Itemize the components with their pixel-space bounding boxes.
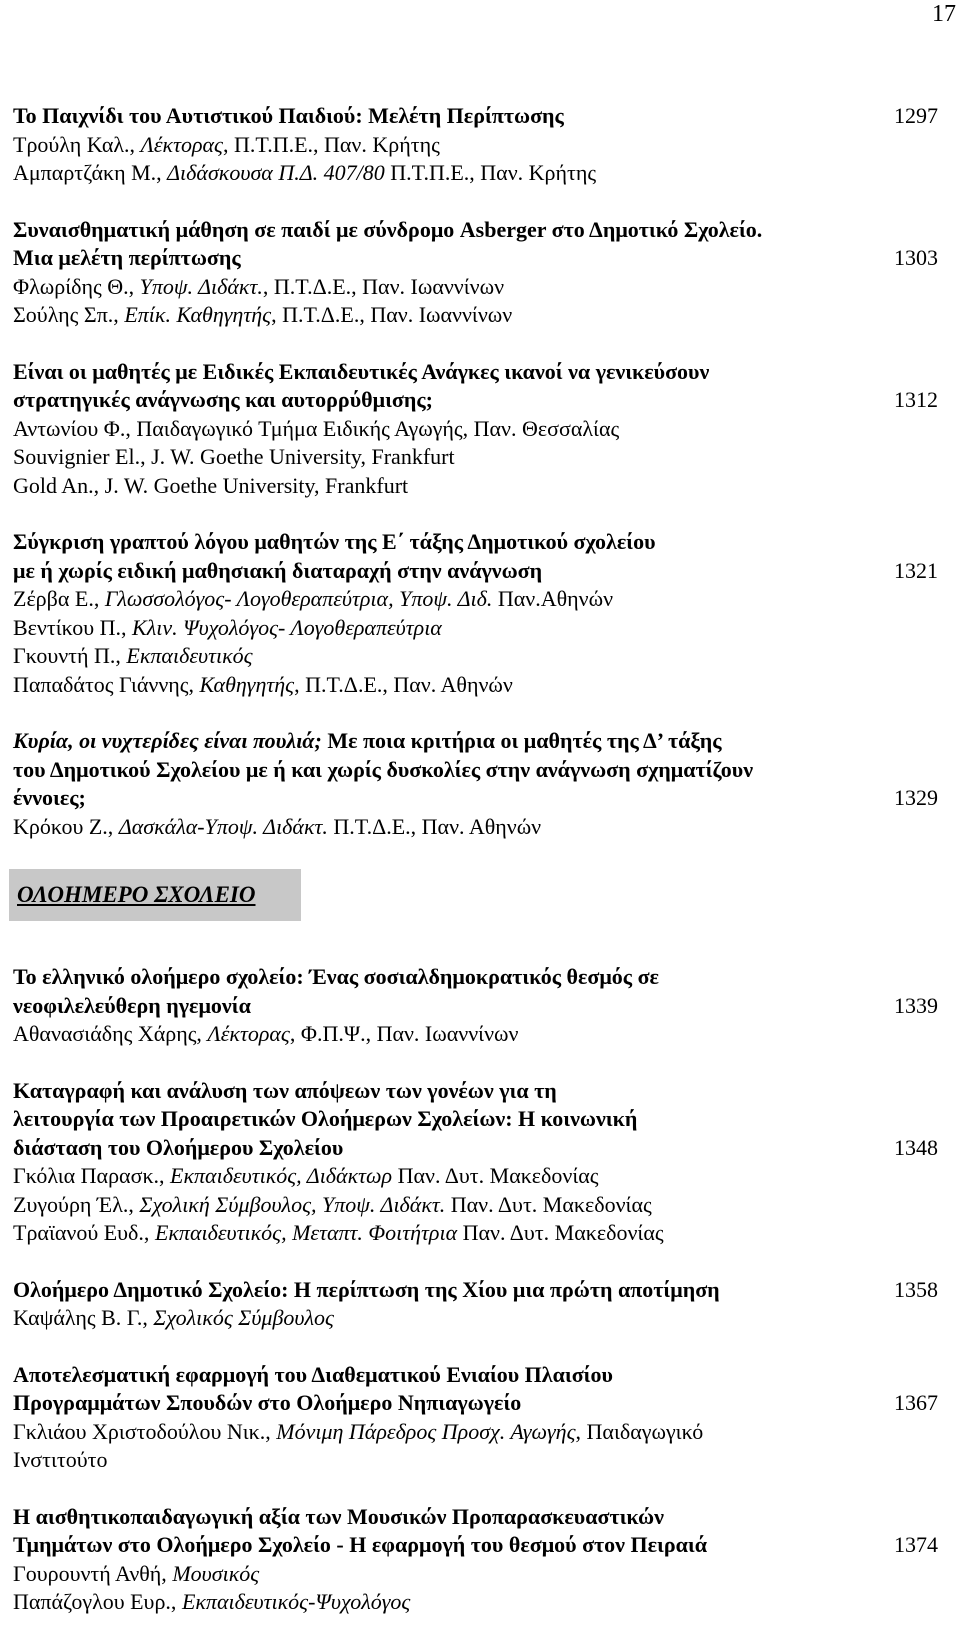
text-run: Gold An., J. W. Goethe University, Frankfurt [13,472,409,498]
entry-title-line [13,528,938,557]
toc-entry [13,1503,938,1617]
entry-title-line [13,1389,938,1418]
entry-title-line [13,1105,938,1134]
text-run: Γκλιάου Χριστοδούλου Νικ., [13,1418,277,1444]
italic-text: Υποψ. Διδάκτ. [139,273,263,299]
text-run: , Π.Τ.Π.Ε., Παν. Κρήτης [223,131,440,157]
toc-entry [13,528,938,699]
entry-author-line [13,1560,938,1589]
entry-page-number: 1312 [894,387,938,412]
text-run: Souvignier El., J. W. Goethe University, Frankfurt [13,444,455,469]
italic-text: Σχολική Σύμβουλος, Υποψ. Διδάκτ. [139,1191,446,1217]
entry-title-line [13,1077,938,1106]
italic-text: Καθηγητής [199,671,295,697]
text-run: Γκουντή Π., [13,643,127,668]
text-run: , Π.Τ.Δ.Ε., Παν. Ιωαννίνων [271,302,513,327]
entry-author-line [13,1162,938,1191]
entry-title-line [13,727,938,756]
text-run: Παν. Δυτ. Μακεδονίας [445,1191,652,1217]
text-run: διάσταση του Ολοήμερου Σχολείου [13,1134,344,1160]
italic-text: Εκπαιδευτικός, Μεταπτ. Φοιτήτρια [154,1220,458,1245]
text-run: , Π.Τ.Δ.Ε., Παν. Ιωαννίνων [262,273,505,299]
entry-author-line [13,1219,938,1248]
entry-author-line [13,415,938,444]
toc-entry [13,963,938,1049]
italic-text: Εκπαιδευτικός [126,643,253,668]
italic-text: Εκπαιδευτικός-Ψυχολόγος [181,1589,411,1614]
text-run: Φλωρίδης Θ., [13,273,140,299]
entry-author-line [13,813,938,842]
text-run: Παπαδάτος Γιάννης, [13,671,200,697]
toc-entry [13,358,938,501]
italic-text: Λέκτορας [140,131,223,157]
text-run: Ολοήμερο Δημοτικό Σχολείο: Η περίπτωση της Χίου μια πρώτη αποτίμηση [13,1276,720,1302]
text-run: λειτουργία των Προαιρετικών Ολοήμερων Σχολείων: Η κοινωνική [13,1106,638,1131]
text-run: Καψάλης Β. Γ., [13,1305,154,1330]
entry-author-line [13,614,938,643]
entry-author-line [13,1191,938,1220]
entry-author-line [13,131,938,160]
italic-text: Μουσικός [172,1560,260,1586]
italic-text: Λέκτορας [207,1021,290,1046]
text-run: Η αισθητικοπαιδαγωγική αξία των Μουσικών Προπαρασκευαστικών [13,1503,664,1529]
text-run: Το ελληνικό ολοήμερο σχολείο: Ένας σοσιαλδημοκρατικός θεσμός σε [13,964,659,989]
table-of-contents [13,102,938,1645]
text-run: Αποτελεσματική εφαρμογή του Διαθεματικού Ενιαίου Πλαισίου [13,1361,613,1387]
toc-entry [13,727,938,841]
entry-author-line [13,1020,938,1049]
text-run: Γκόλια Παρασκ., [13,1163,171,1188]
entry-author-line [13,159,938,188]
entry-title-line [13,784,938,813]
text-run: , Π.Τ.Δ.Ε., Παν. Αθηνών [294,671,513,697]
entry-author-line [13,585,938,614]
entry-page-number: 1303 [894,245,938,270]
italic-text: Μόνιμη Πάρεδρος Προσχ. Αγωγής [276,1418,576,1444]
text-run: Αμπαρτζάκη Μ., [13,160,168,185]
section-heading: ΟΛΟΗΜΕΡΟ ΣΧΟΛΕΙΟ [9,869,301,921]
text-run: Ινστιτούτο [13,1447,108,1472]
text-run: Γουρουντή Ανθή, [13,1560,173,1586]
italic-text: Εκπαιδευτικός, Διδάκτωρ [170,1163,393,1188]
entry-page-number: 1339 [894,992,938,1018]
text-run: Καταγραφή και ανάλυση των απόψεων των γονέων για τη [13,1077,557,1103]
text-run: Σούλης Σπ., [13,302,125,327]
entry-author-line [13,1446,938,1475]
italic-text: Κλιν. Ψυχολόγος- Λογοθεραπεύτρια [132,614,442,640]
text-run: Με ποια κριτήρια οι μαθητές της Δ’ τάξης [321,728,722,753]
text-run: Παν. Δυτ. Μακεδονίας [392,1163,599,1188]
entry-author-line [13,273,938,302]
toc-group-all-day-school [13,963,938,1617]
text-run: Αντωνίου Φ., Παιδαγωγικό Τμήμα Ειδικής Αγωγής, Παν. Θεσσαλίας [13,415,620,441]
entry-author-line [13,301,938,330]
toc-entry [13,102,938,188]
text-run: Σύγκριση γραπτού λόγου μαθητών της Ε΄ τάξης Δημοτικού σχολείου [13,529,656,554]
entry-author-line [13,472,938,501]
entry-title-line [13,963,938,992]
entry-title-line [13,244,938,273]
entry-author-line [13,1588,938,1617]
entry-title-line [13,1503,938,1532]
text-run: Π.Τ.Δ.Ε., Παν. Αθηνών [327,813,542,839]
text-run: έννοιες; [13,785,86,810]
toc-entry [13,1077,938,1248]
entry-title-line [13,1134,938,1163]
entry-title-line [13,756,938,785]
text-run: Π.Τ.Π.Ε., Παν. Κρήτης [384,160,597,185]
text-run: στρατηγικές ανάγνωσης και αυτορρύθμισης; [13,387,433,412]
italic-text: Διδάσκουσα Π.Δ. 407/80 [167,160,385,185]
entry-author-line [13,443,938,472]
entry-title-line [13,1531,938,1560]
text-run: Παν. Δυτ. Μακεδονίας [457,1220,664,1245]
text-run: του Δημοτικού Σχολείου με ή και χωρίς δυσκολίες στην ανάγνωση σχηματίζουν [13,756,754,782]
page-number: 17 [932,1,956,27]
italic-text: Γλωσσολόγος- Λογοθεραπεύτρια, Υποψ. Διδ. [104,586,493,611]
entry-page-number: 1329 [894,785,938,810]
toc-entry [13,1361,938,1475]
text-run: Κρόκου Ζ., [13,813,119,839]
entry-author-line [13,1418,938,1447]
text-run: Συναισθηματική μάθηση σε παιδί με σύνδρομο Asberger στο Δημοτικό Σχολείο. [13,216,763,242]
entry-author-line [13,1304,938,1333]
entry-title-line [13,386,938,415]
text-run: Τραϊανού Ευδ., [13,1220,155,1245]
text-run: , Φ.Π.Ψ., Παν. Ιωαννίνων [289,1021,519,1046]
toc-group-special-education [13,102,938,841]
entry-page-number: 1367 [894,1390,938,1415]
entry-page-number: 1297 [894,103,938,128]
entry-page-number: 1348 [894,1134,938,1160]
text-run: Τμημάτων στο Ολοήμερο Σχολείο - Η εφαρμογή του θεσμού στον Πειραιά [13,1532,707,1557]
text-run: Μια μελέτη περίπτωσης [13,245,241,270]
entry-page-number: 1358 [894,1276,938,1302]
text-run: Προγραμμάτων Σπουδών στο Ολοήμερο Νηπιαγωγείο [13,1390,522,1415]
text-run: με ή χωρίς ειδική μαθησιακή διαταραχή στην ανάγνωση [13,557,543,583]
entry-title-line [13,1276,938,1305]
italic-text: Κυρία, οι νυχτερίδες είναι πουλιά; [13,728,322,753]
text-run: Ζυγούρη Έλ., [13,1191,140,1217]
italic-text: Επίκ. Καθηγητής [124,302,272,327]
text-run: Το Παιχνίδι του Αυτιστικού Παιδιού: Μελέτη Περίπτωσης [13,103,564,128]
text-run: Παπάζογλου Ευρ., [13,1589,182,1614]
text-run: Αθανασιάδης Χάρης, [13,1021,208,1046]
entry-title-line [13,102,938,131]
entry-page-number: 1374 [894,1532,938,1557]
text-run: Ζέρβα Ε., [13,586,105,611]
toc-entry [13,1276,938,1333]
text-run: νεοφιλελεύθερη ηγεμονία [13,992,251,1018]
entry-title-line [13,216,938,245]
text-run: Βεντίκου Π., [13,614,133,640]
italic-text: Σχολικός Σύμβουλος [153,1305,334,1330]
entry-page-number: 1321 [894,557,938,583]
entry-title-line [13,992,938,1021]
text-run: Είναι οι μαθητές με Ειδικές Εκπαιδευτικές Ανάγκες ικανοί να γενικεύσουν [13,358,710,384]
text-run: Παν.Αθηνών [492,586,614,611]
text-run: Τρούλη Καλ., [13,131,141,157]
entry-title-line [13,557,938,586]
toc-entry [13,216,938,330]
text-run: , Παιδαγωγικό [575,1418,704,1444]
entry-title-line [13,358,938,387]
entry-author-line [13,642,938,671]
entry-title-line [13,1361,938,1390]
italic-text: Δασκάλα-Υποψ. Διδάκτ. [118,813,328,839]
entry-author-line [13,671,938,700]
